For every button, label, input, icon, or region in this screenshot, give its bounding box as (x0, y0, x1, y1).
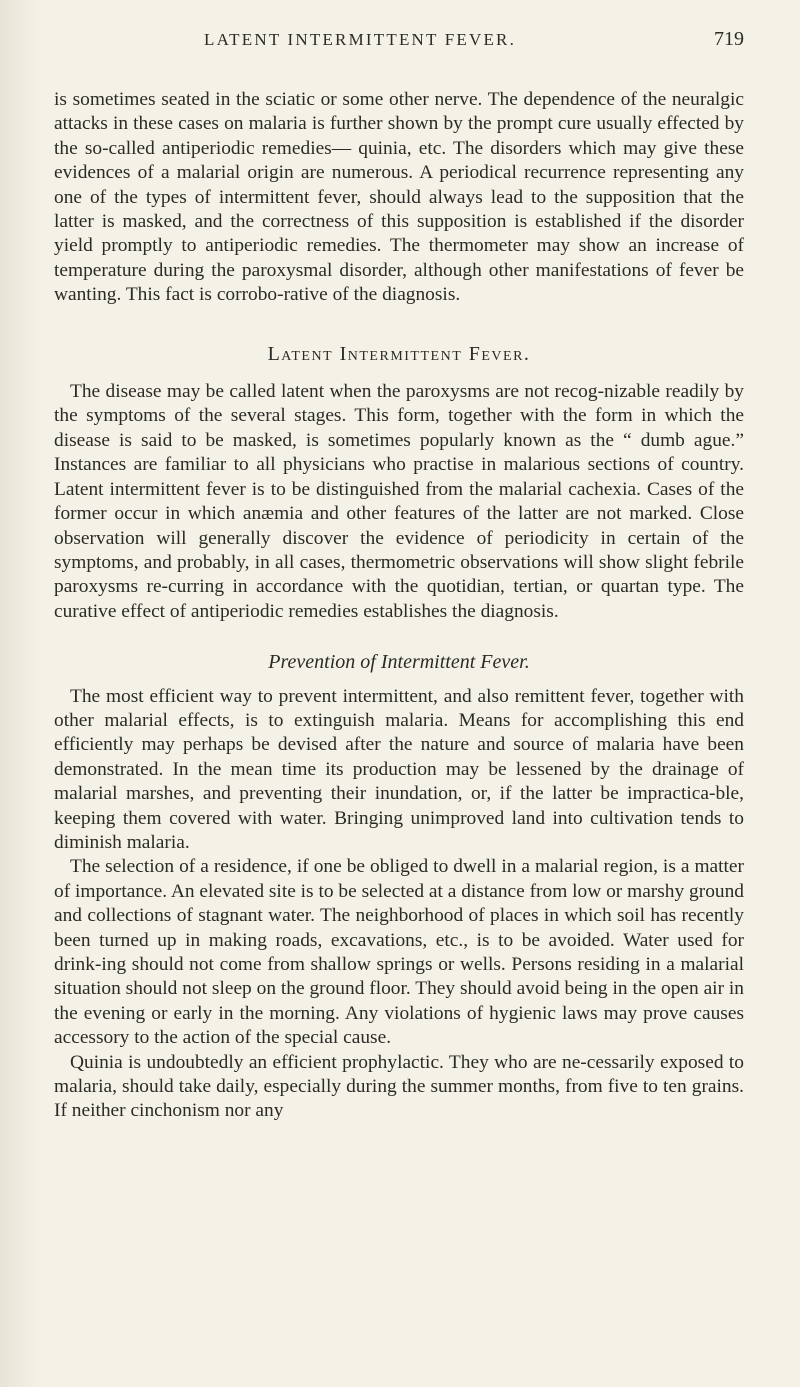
paragraph-residence: The selection of a residence, if one be obliged to dwell in a malarial region, is a matter of importance. An elevated site is to be selected at a distance from low or marshy ground and collections of stagnant water. The neighborhood of places in which soil has recently been turned up in making roads, excavations, etc., is to be avoided. Water used for drink-ing should not come from shallow springs or wells. Persons residing in a malarial situation should not sleep on the ground floor. They should avoid being in the open air in the evening or early in the morning. Any violations of hygienic laws may prove causes accessory to the action of the special cause. (54, 856, 744, 1049)
section-heading-latent-fever: Latent Intermittent Fever. (267, 342, 531, 365)
paragraph-latent-fever: The disease may be called latent when the paroxysms are not recog-nizable readily by the symptoms of the several stages. This form, together with the form in which the disease is said to be masked, is sometimes popularly known as the “ dumb ague.” Instances are familiar to all physicians who practise in malarious sections of country. Latent intermittent fever is to be distinguished from the malarial cachexia. Cases of the former occur in which anæmia and other features of the latter are not marked. Close observation will generally discover the evidence of periodicity in certain of the symptoms, and probably, in all cases, thermometric observations will show slight febrile paroxysms re-curring in accordance with the quotidian, tertian, or quartan type. The curative effect of antiperiodic remedies establishes the diagnosis. (54, 381, 744, 622)
running-head (54, 30, 744, 56)
paragraph-continued: is sometimes seated in the sciatic or some other nerve. The dependence of the neuralgic attacks in these cases on malaria is further shown by the prompt cure usually effected by the so-called antiperiodic remedies— quinia, etc. The disorders which may give these evidences of a malarial origin are numerous. A periodical recurrence representing any one of the types of intermittent fever, should always lead to the supposition that the latter is masked, and the correctness of this supposition is established if the disorder yield promptly to antiperiodic remedies. The thermometer may show an increase of temperature during the paroxysmal disorder, although other manifestations of fever be wanting. This fact is corrobo-rative of the diagnosis. (54, 89, 744, 306)
page-number: 719 (714, 28, 744, 50)
section-heading-prevention: Prevention of Intermittent Fever. (268, 651, 530, 674)
paragraph-quinia: Quinia is undoubtedly an efficient prophylactic. They who are ne-cessarily exposed to malaria, should take daily, especially during the summer months, from five to ten grains. If neither cinchonism nor any (54, 1051, 744, 1122)
running-title: LATENT INTERMITTENT FEVER. (204, 30, 517, 49)
paragraph-prevention: The most efficient way to prevent intermittent, and also remittent fever, together with other malarial effects, is to extinguish malaria. Means for accomplishing this end efficiently may perhaps be devised after the nature and source of malaria have been demonstrated. In the mean time its production may be lessened by the drainage of malarial marshes, and preventing their inundation, or, if the latter be impractica-ble, keeping them covered with water. Bringing unimproved land into cultivation tends to diminish malaria. (54, 685, 744, 853)
body-text (54, 88, 744, 1124)
